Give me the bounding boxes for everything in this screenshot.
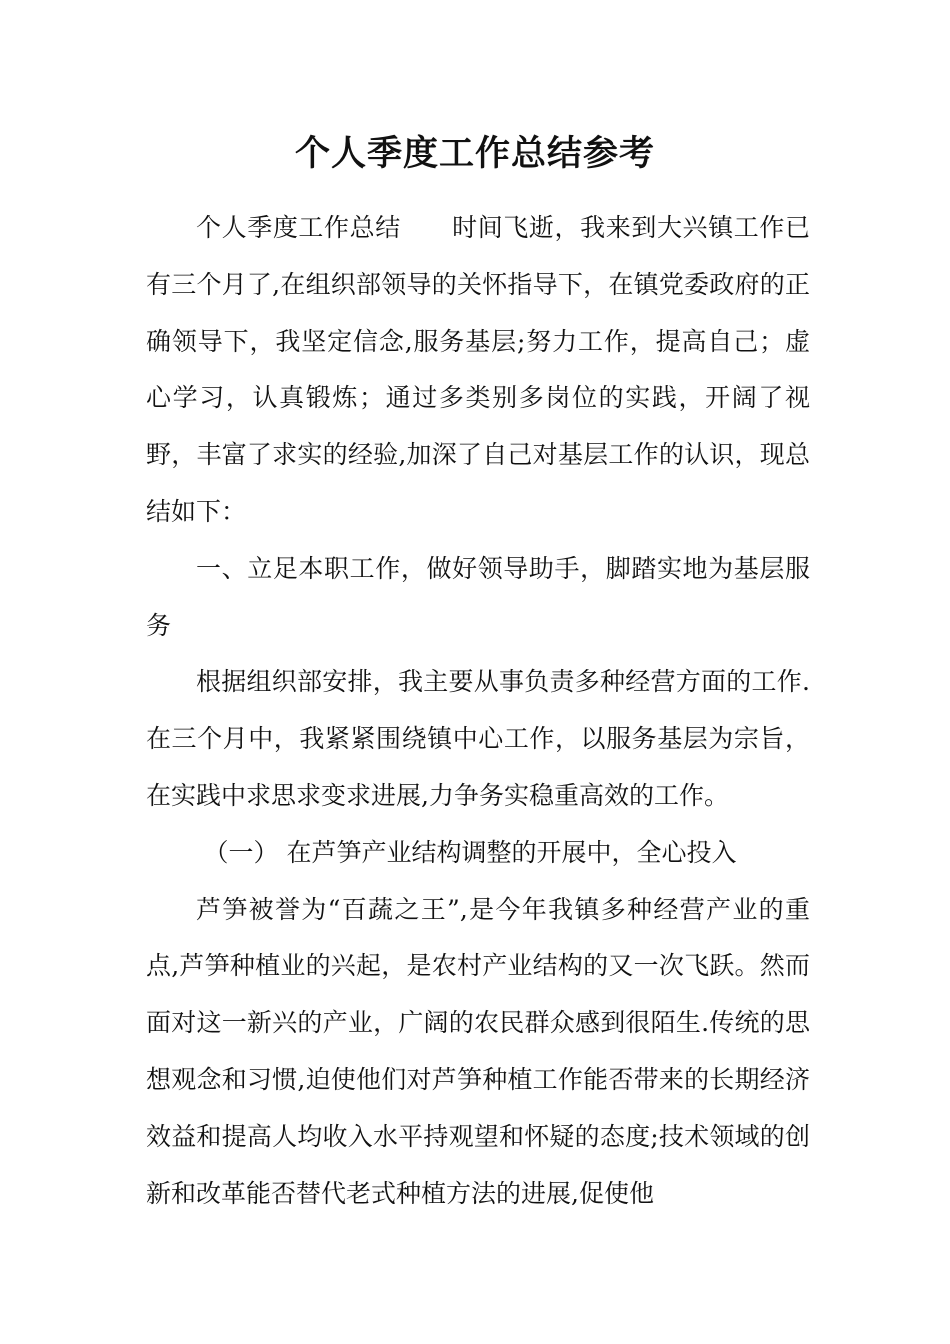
intro-paragraph: 个人季度工作总结 时间飞逝，我来到大兴镇工作已有三个月了,在组织部领导的关怀指导下，在镇党委政府的正确领导下，我坚定信念,服务基层;努力工作，提高自己；虚心学习，认真锻炼；通过多类别多岗位的实践，开阔了视野，丰富了求实的经验,加深了自己对基层工作的认识，现总结如下： xyxy=(146,213,810,526)
subsection-heading-1: （一） 在芦笋产业结构调整的开展中，全心投入 xyxy=(203,837,737,867)
document-title: 个人季度工作总结参考 xyxy=(294,133,655,174)
section-1-paragraph: 根据组织部安排，我主要从事负责多种经营方面的工作.在三个月中，我紧紧围绕镇中心工作，以服务基层为宗旨，在实践中求思求变求进展,力争务实稳重高效的工作。 xyxy=(146,667,810,810)
section-heading-1: 一、立足本职工作，做好领导助手，脚踏实地为基层服务 xyxy=(146,553,810,640)
subsection-1-paragraph: 芦笋被誉为“百蔬之王”,是今年我镇多种经营产业的重点,芦笋种植业的兴起，是农村产业结构的又一次飞跃。然而面对这一新兴的产业，广阔的农民群众感到很陌生.传统的思想观念和习惯,迫使他们对芦笋种植工作能否带来的长期经济效益和提高人均收入水平持观望和怀疑的态度;技术领域的创新和改革能否替代老式种植方法的进展,促使他 xyxy=(146,894,810,1208)
document-body xyxy=(146,200,810,1222)
